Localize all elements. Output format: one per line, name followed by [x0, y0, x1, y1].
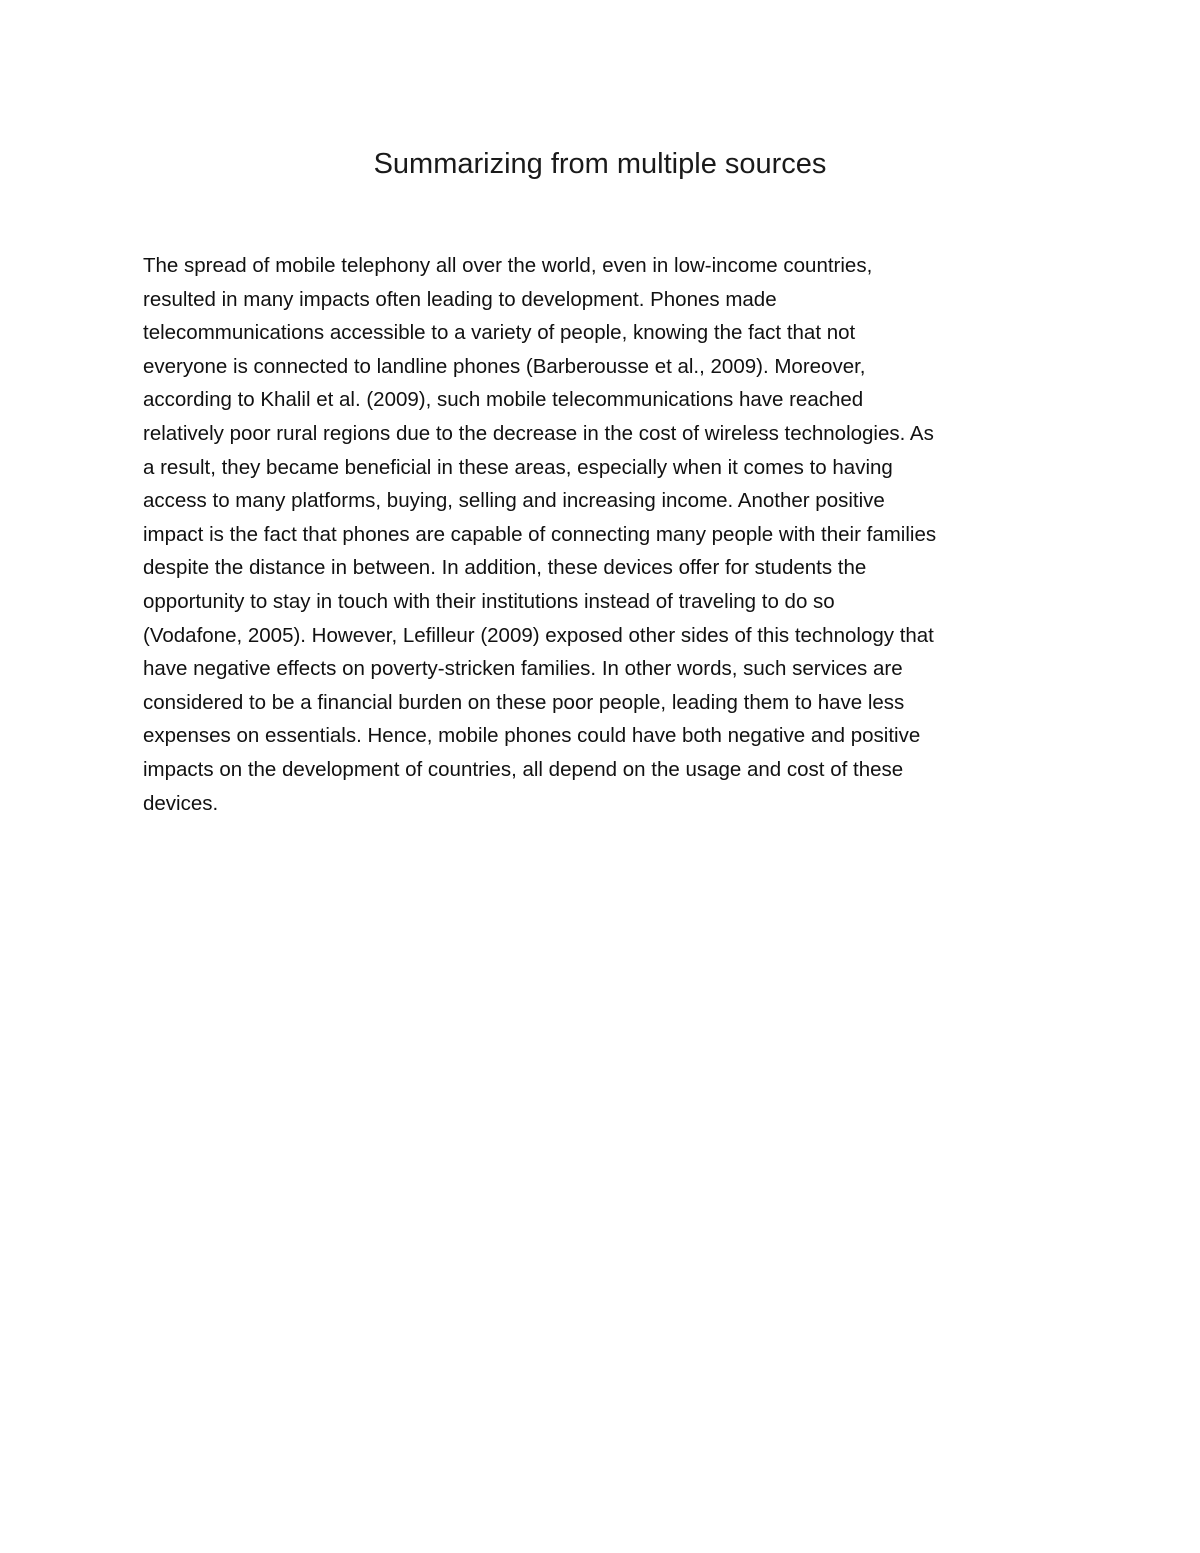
paragraph-line: a result, they became beneficial in these areas, especially when it comes to having — [143, 455, 893, 479]
paragraph-line: devices. — [143, 791, 219, 815]
paragraph-line: access to many platforms, buying, selling and increasing income. Another positive — [143, 489, 885, 513]
paragraph-line: The spread of mobile telephony all over the world, even in low-income countries, — [143, 254, 873, 277]
paragraph-line: considered to be a financial burden on these poor people, leading them to have less — [143, 690, 905, 714]
paragraph-line: despite the distance in between. In addition, these devices offer for students the — [143, 556, 867, 580]
paragraph-line: impact is the fact that phones are capable of connecting many people with their families — [143, 522, 937, 546]
paragraph-line: (Vodafone, 2005). However, Lefilleur (2009) exposed other sides of this technology that — [143, 623, 934, 647]
summary-paragraph — [143, 249, 1073, 820]
paragraph-line: everyone is connected to landline phones (Barberousse et al., 2009). Moreover, — [143, 354, 866, 378]
paragraph-line: relatively poor rural regions due to the decrease in the cost of wireless technologies. As — [143, 421, 934, 445]
paragraph-line: telecommunications accessible to a variety of people, knowing the fact that not — [143, 321, 856, 345]
document-title: Summarizing from multiple sources — [373, 148, 827, 180]
paragraph-line: according to Khalil et al. (2009), such mobile telecommunications have reached — [143, 388, 864, 412]
paragraph-line: expenses on essentials. Hence, mobile phones could have both negative and positive — [143, 724, 921, 748]
paragraph-line: opportunity to stay in touch with their institutions instead of traveling to do so — [143, 589, 835, 613]
paragraph-line: have negative effects on poverty-stricken families. In other words, such services are — [143, 657, 903, 681]
paragraph-line: resulted in many impacts often leading to development. Phones made — [143, 287, 777, 311]
paragraph-line: impacts on the development of countries, all depend on the usage and cost of these — [143, 757, 904, 781]
